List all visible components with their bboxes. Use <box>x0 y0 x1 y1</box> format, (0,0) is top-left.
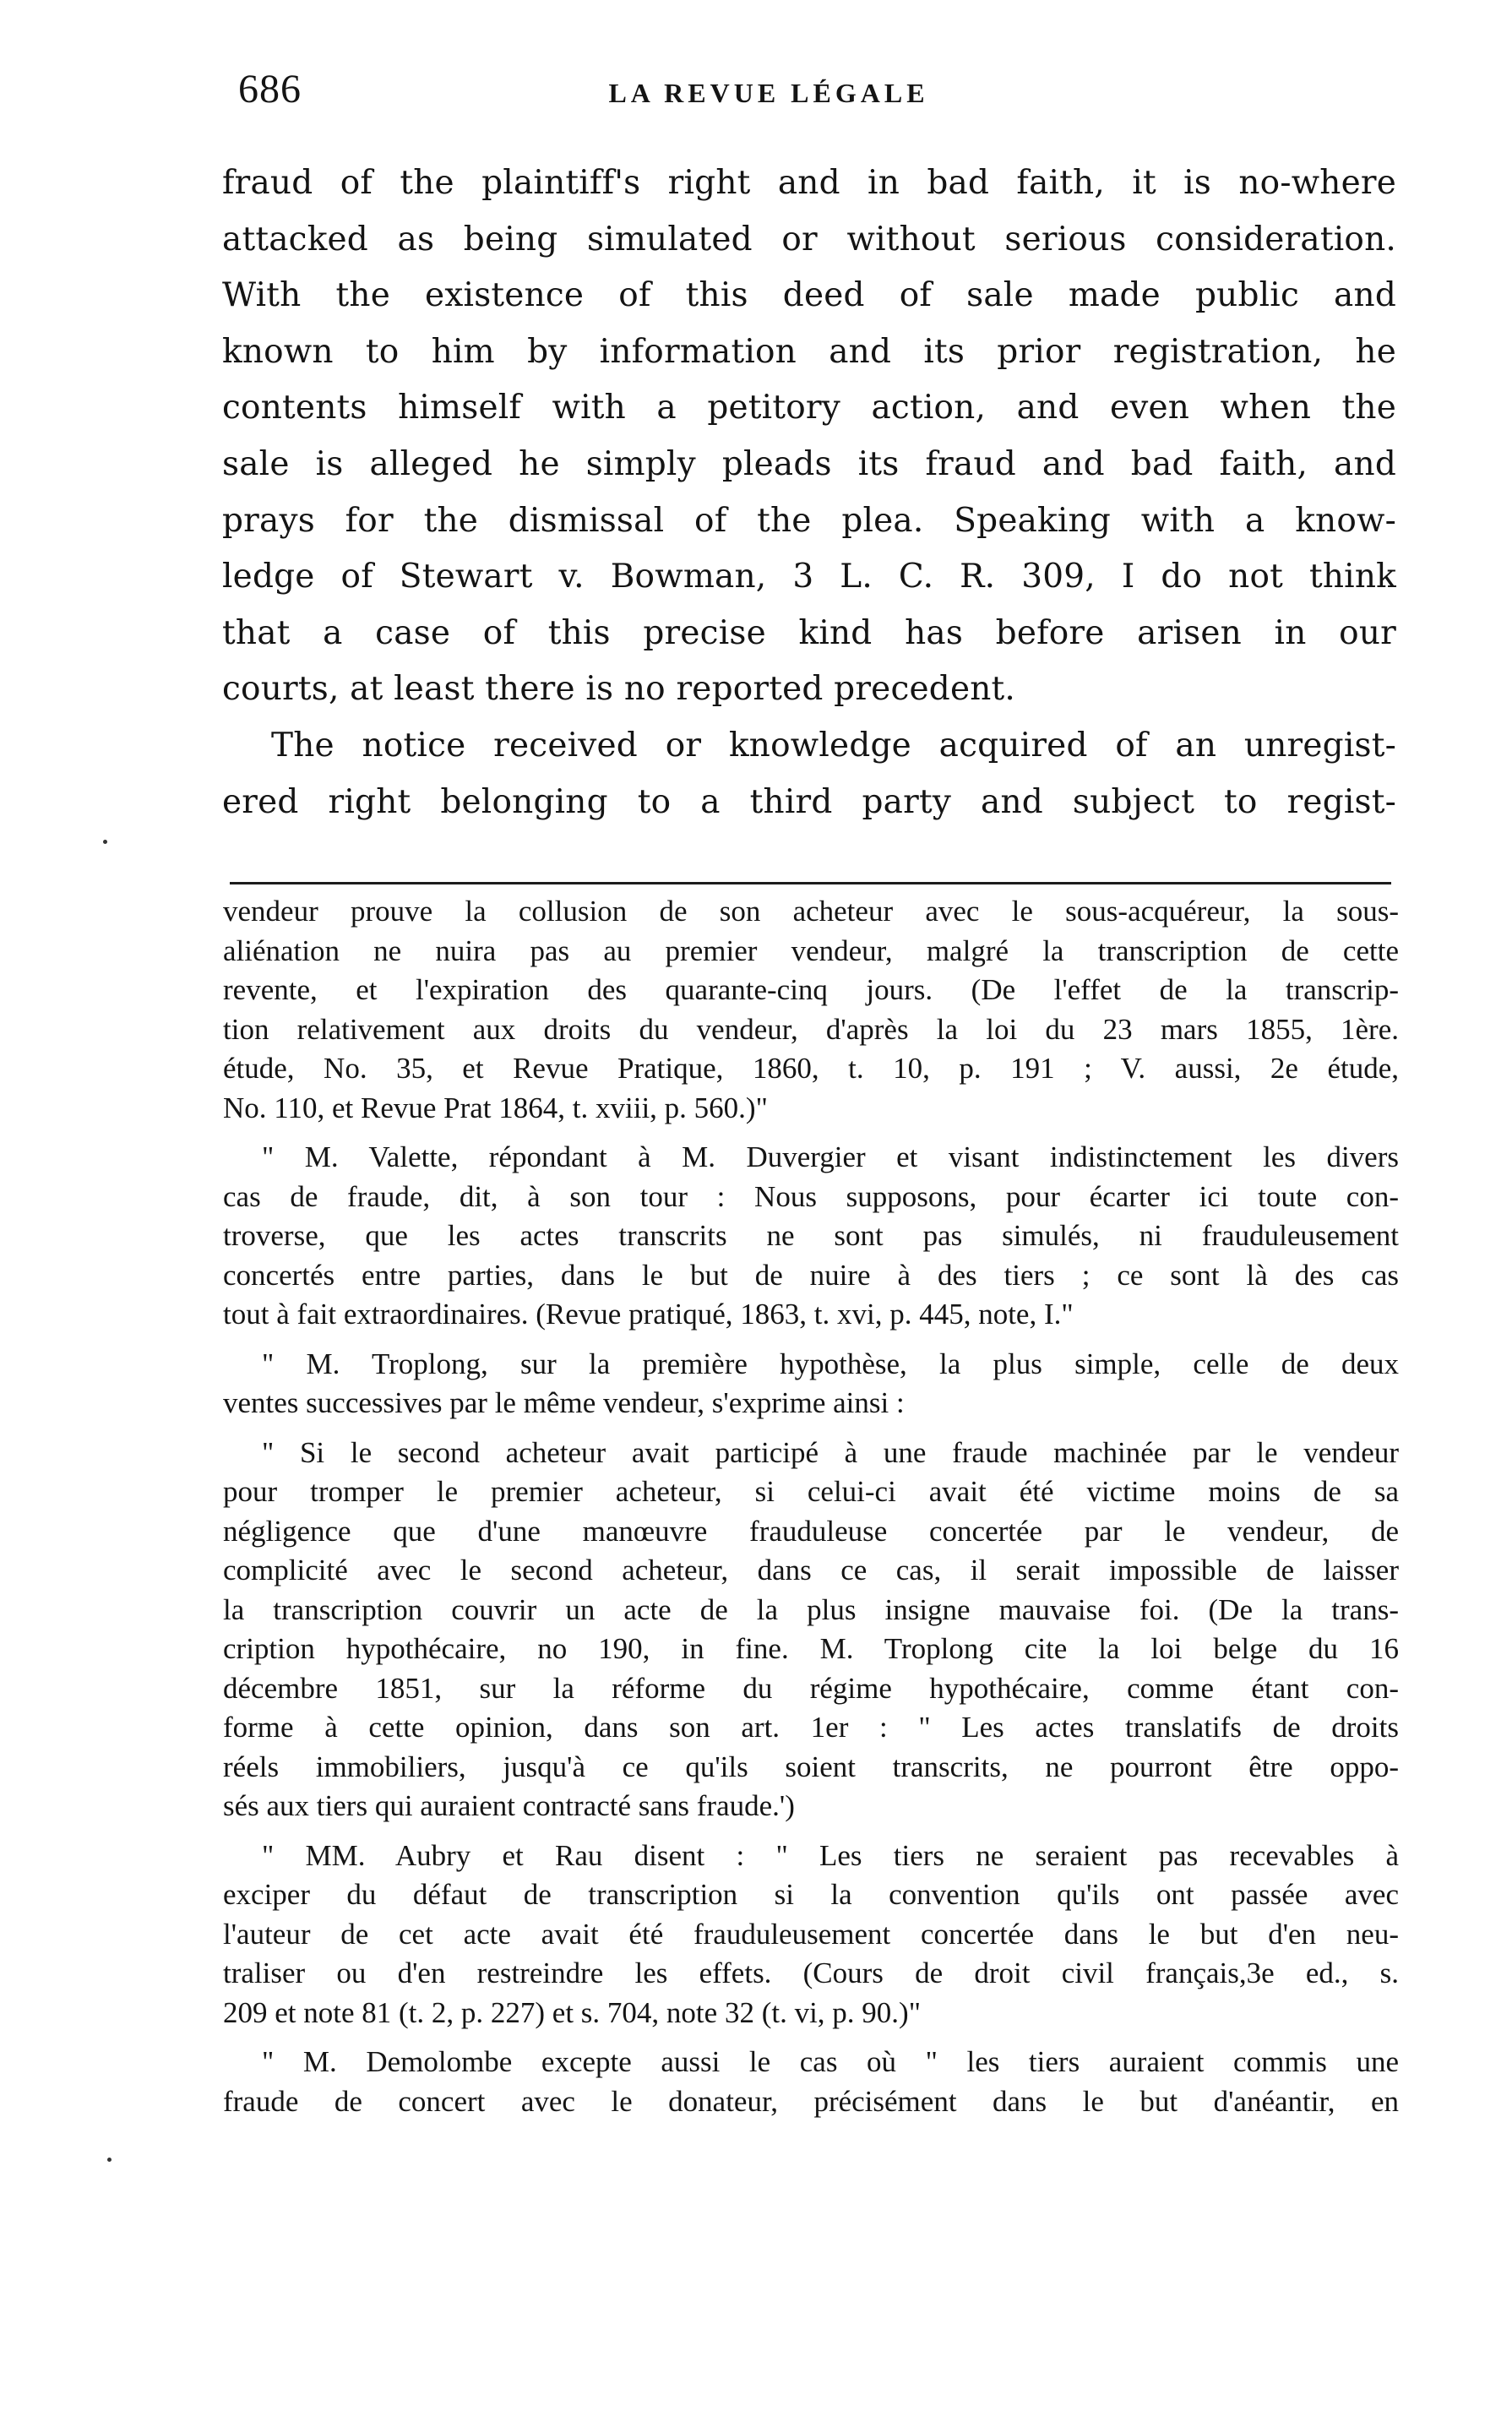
main-text-line: The notice received or knowledge acquired of an unregist- <box>271 726 1396 765</box>
footnote-line: vendeur prouve la collusion de son acheteur avec le sous-acquéreur, la sous- <box>223 895 1399 928</box>
footnote-line: " M. Valette, répondant à M. Duvergier et visant indistinctement les divers <box>262 1140 1399 1173</box>
footnote-line: l'auteur de cet acte avait été frauduleusement concertée dans le but d'en neu- <box>223 1917 1399 1951</box>
footnote-line: étude, No. 35, et Revue Pratique, 1860, t. 10, p. 191 ; V. aussi, 2e étude, <box>223 1052 1399 1085</box>
footnote-line: tout à fait extraordinaires. (Revue pratiqué, 1863, t. xvi, p. 445, note, I." <box>223 1298 1074 1331</box>
main-text-line: ered right belonging to a third party and subject to regist- <box>222 782 1396 821</box>
main-text-line: prays for the dismissal of the plea. Speaking with a know- <box>222 501 1396 540</box>
main-text-line: courts, at least there is no reported precedent. <box>222 670 1016 709</box>
footnote-line: aliénation ne nuira pas au premier vendeur, malgré la transcription de cette <box>223 933 1399 967</box>
footnote-line: la transcription couvrir un acte de la plus insigne mauvaise foi. (De la trans- <box>223 1592 1399 1626</box>
footnote-line: ventes successives par le même vendeur, s'exprime ainsi : <box>223 1386 905 1419</box>
margin-speck <box>107 2158 111 2162</box>
footnote-line: concertés entre parties, dans le but de nuire à des tiers ; ce sont là des cas <box>223 1258 1399 1292</box>
footnote-line: revente, et l'expiration des quarante-cinq jours. (De l'effet de la transcrip- <box>223 973 1399 1006</box>
footnote-line: complicité avec le second acheteur, dans ce cas, il serait impossible de laisser <box>223 1554 1399 1586</box>
footnote-line: réels immobiliers, jusqu'à ce qu'ils soient transcrits, ne pourront être oppo- <box>223 1750 1399 1783</box>
footnote-line: exciper du défaut de transcription si la convention qu'ils ont passée avec <box>223 1878 1399 1911</box>
footnote-line: cription hypothécaire, no 190, in fine. M. Troplong cite la loi belge du 16 <box>223 1632 1399 1665</box>
main-text-line: fraud of the plaintiff's right and in bad faith, it is no-where <box>222 164 1396 202</box>
running-title: LA REVUE LÉGALE <box>608 78 929 108</box>
footnote-line: forme à cette opinion, dans son art. 1er : " Les actes translatifs de droits <box>223 1711 1399 1744</box>
footnote-line: décembre 1851, sur la réforme du régime hypothécaire, comme étant con- <box>223 1671 1399 1705</box>
main-text-line: With the existence of this deed of sale made public and <box>222 276 1396 315</box>
main-text-line: that a case of this precise kind has before arisen in our <box>222 613 1396 652</box>
main-text-line: sale is alleged he simply pleads its fraud and bad faith, and <box>222 444 1396 483</box>
footnote-line: troverse, que les actes transcrits ne sont pas simulés, ni frauduleusement <box>223 1219 1399 1252</box>
main-text-line: known to him by information and its prior registration, he <box>222 332 1396 371</box>
page-number: 686 <box>238 67 302 112</box>
footnote-line: 209 et note 81 (t. 2, p. 227) et s. 704, note 32 (t. vi, p. 90.)" <box>223 1995 921 2029</box>
footnote-line: " Si le second acheteur avait participé à une fraude machinée par le vendeur <box>262 1435 1399 1469</box>
footnotes <box>223 892 1399 2121</box>
footnote-line: " M. Troplong, sur la première hypothèse, la plus simple, celle de deux <box>262 1347 1399 1380</box>
footnote-line: négligence que d'une manœuvre frauduleuse concertée par le vendeur, de <box>223 1514 1399 1548</box>
footnote-line: " MM. Aubry et Rau disent : " Les tiers ne seraient pas recevables à <box>262 1838 1399 1872</box>
footnote-line: No. 110, et Revue Prat 1864, t. xviii, p. 560.)" <box>223 1091 768 1124</box>
footnote-line: sés aux tiers qui auraient contracté sans fraude.') <box>223 1789 795 1822</box>
footnote-line: cas de fraude, dit, à son tour : Nous supposons, pour écarter ici toute con- <box>223 1179 1399 1213</box>
footnote-line: traliser ou d'en restreindre les effets. (Cours de droit civil français,3e ed., s. <box>223 1957 1399 1989</box>
footnote-line: " M. Demolombe excepte aussi le cas où " les tiers auraient commis une <box>262 2045 1399 2078</box>
footnote-line: pour tromper le premier acheteur, si celui-ci avait été victime moins de sa <box>223 1475 1399 1508</box>
main-text-line: attacked as being simulated or without serious consideration. <box>222 220 1396 259</box>
margin-speck <box>103 840 107 844</box>
main-text-line: ledge of Stewart v. Bowman, 3 L. C. R. 309, I do not think <box>222 558 1396 596</box>
footnote-line: tion relativement aux droits du vendeur, d'après la loi du 23 mars 1855, 1ère. <box>223 1012 1399 1046</box>
main-text-line: contents himself with a petitory action, and even when the <box>222 389 1396 427</box>
footnote-line: fraude de concert avec le donateur, précisément dans le but d'anéantir, en <box>223 2084 1399 2118</box>
footnote-separator <box>230 882 1391 884</box>
main-text <box>222 155 1396 830</box>
